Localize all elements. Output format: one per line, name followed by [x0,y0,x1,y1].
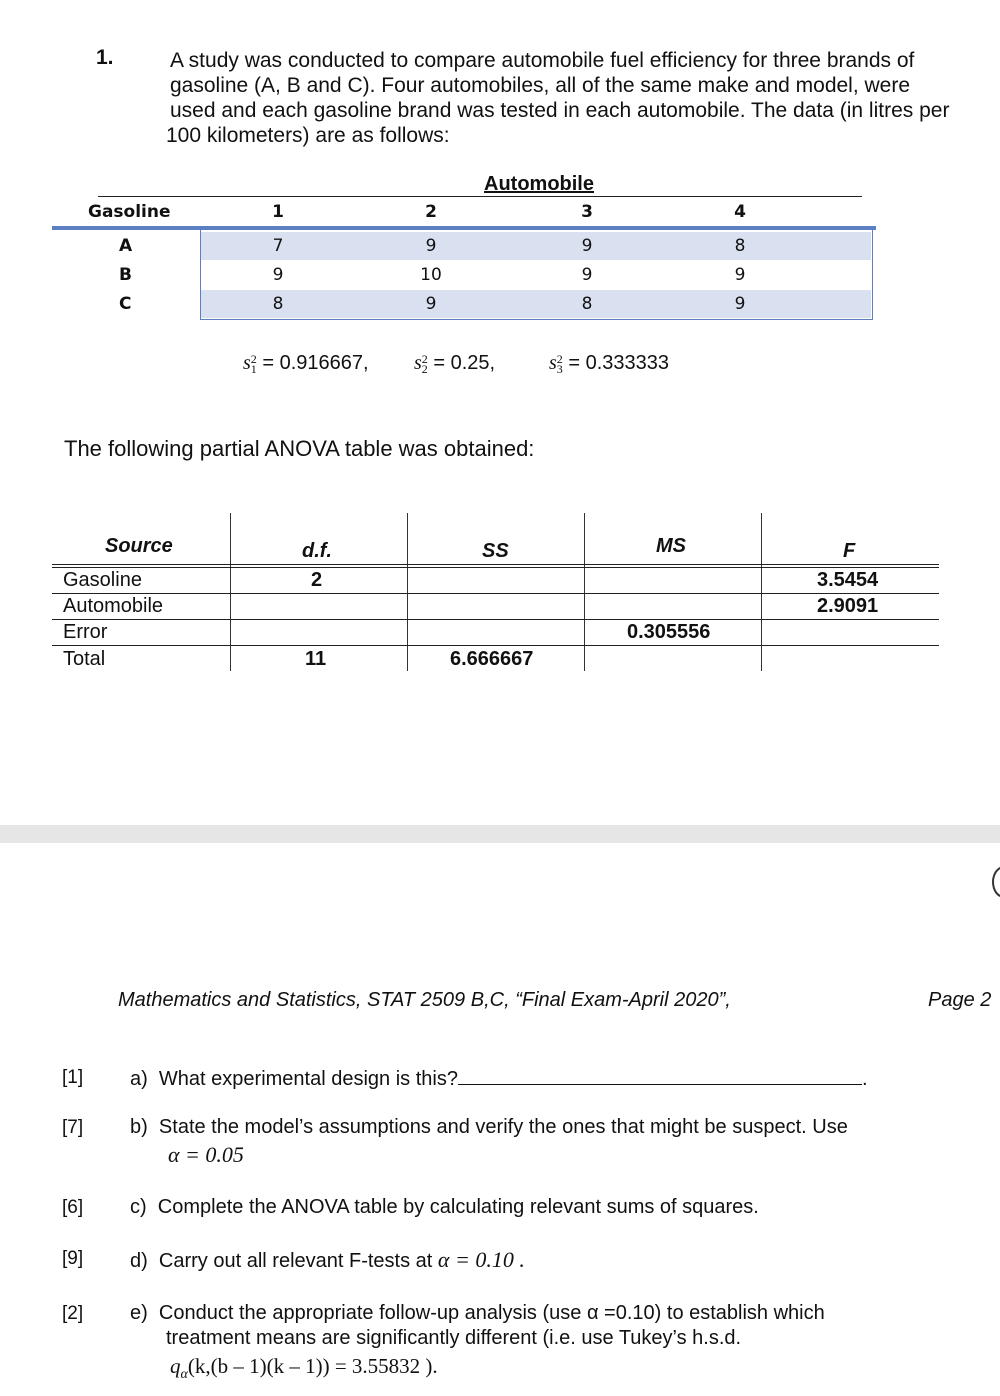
anova-ss-total: 6.666667 [450,648,534,670]
variance-s2 [414,352,495,375]
page-margin-arc [992,866,1000,898]
variance-sup: 2 [250,351,257,366]
anova-header-source: Source [105,535,173,557]
variance-value: = 0.25, [433,352,496,374]
anova-vline [230,513,231,671]
anova-header-f: F [843,540,856,562]
part-text: State the model’s assumptions and verify the ones that might be suspect. Use [158,1116,848,1138]
variance-symbol: s [549,352,557,374]
formula-q: q [170,1354,181,1378]
part-text: Conduct the appropriate follow-up analysis (use α =0.10) to establish which [158,1302,825,1324]
part-letter: a) [130,1068,148,1090]
anova-intro: The following partial ANOVA table was obtained: [64,436,535,461]
part-e [130,1302,825,1325]
table-top-rule [98,196,862,197]
cell-c-3: 8 [581,294,593,314]
cell-a-1: 7 [272,236,284,256]
col-header-3: 3 [581,202,593,222]
variance-s3 [549,352,669,375]
cell-b-1: 9 [272,265,284,285]
cell-a-2: 9 [425,236,437,256]
anova-vline [407,513,408,671]
question-number: 1. [96,46,114,69]
part-c [130,1196,759,1219]
variance-s1 [243,352,369,375]
variance-sup: 2 [556,351,563,366]
question-line: gasoline (A, B and C). Four automobiles, all of the same make and model, were [170,74,911,97]
cell-b-3: 9 [581,265,593,285]
part-a: a) What experimental design is this? . [130,1068,868,1090]
part-letter: e) [130,1302,148,1324]
part-d [130,1247,525,1273]
anova-row-rule [52,593,939,594]
footer-page: Page 2 [928,989,992,1011]
variance-value: = 0.333333 [568,352,670,374]
part-b-alpha: α = 0.05 [168,1142,244,1167]
variance-sub: 3 [556,361,563,376]
anova-source-total: Total [63,648,106,670]
formula-sub: α [180,1367,188,1383]
part-math: α = 0.10 . [437,1247,525,1272]
variance-sup: 2 [421,351,428,366]
row-label-c: C [119,294,132,314]
footer-course: Mathematics and Statistics, STAT 2509 B,C, “Final Exam-April 2020”, [118,989,731,1011]
cell-c-2: 9 [425,294,437,314]
col-header-1: 1 [272,202,284,222]
part-b [130,1116,848,1139]
anova-header-rule [52,564,939,565]
part-e-formula [170,1354,438,1383]
part-letter: b) [130,1116,148,1138]
variance-sub: 2 [421,361,428,376]
question-line: A study was conducted to compare automobile fuel efficiency for three brands of [170,49,915,72]
part-e-line2: treatment means are significantly different (i.e. use Tukey’s h.s.d. [166,1327,742,1349]
anova-ms-error: 0.305556 [627,621,711,643]
anova-source-automobile: Automobile [63,595,164,617]
row-label-b: B [119,265,132,285]
cell-b-4: 9 [734,265,746,285]
row-label-a: A [119,236,133,256]
variance-sub: 1 [250,361,257,376]
part-text: Complete the ANOVA table by calculating relevant sums of squares. [157,1196,759,1218]
cell-b-2: 10 [420,265,442,285]
col-header-2: 2 [425,202,437,222]
variance-symbol: s [414,352,422,374]
cell-c-1: 8 [272,294,284,314]
question-line: 100 kilometers) are as follows: [166,124,450,147]
anova-row-rule [52,619,939,620]
marks-c: [6] [62,1197,84,1218]
anova-source-gasoline: Gasoline [63,569,142,591]
col-header-4: 4 [734,202,746,222]
question-text [166,48,1000,148]
anova-header-df: d.f. [302,540,332,562]
cell-a-4: 8 [734,236,746,256]
gasoline-header: Gasoline [88,202,171,222]
marks-a: [1] [62,1067,84,1088]
anova-df-total: 11 [305,648,327,670]
marks-d: [9] [62,1248,84,1269]
cell-a-3: 9 [581,236,593,256]
variance-symbol: s [243,352,251,374]
marks-b: [7] [62,1117,84,1138]
part-letter: d) [130,1250,148,1272]
anova-header-ms: MS [656,535,686,557]
anova-row-rule [52,645,939,646]
question-line: used and each gasoline brand was tested in each automobile. The data (in litres per [170,99,950,122]
part-text: Carry out all relevant F-tests at [158,1250,433,1272]
cell-c-4: 9 [734,294,746,314]
variance-value: = 0.916667, [262,352,369,374]
part-text: What experimental design is this? [158,1068,458,1090]
formula-rest: (k,(b – 1)(k – 1)) = 3.55832 ). [187,1354,438,1378]
answer-blank[interactable] [458,1066,862,1085]
part-letter: c) [130,1196,147,1218]
automobile-header: Automobile [484,173,594,195]
page-break [0,825,1000,843]
marks-e: [2] [62,1303,84,1324]
anova-f-gasoline: 3.5454 [817,569,879,591]
anova-vline [761,513,762,671]
anova-f-automobile: 2.9091 [817,595,879,617]
table-body-border [200,230,873,320]
anova-header-ss: SS [482,540,509,562]
anova-source-error: Error [63,621,108,643]
anova-df-gasoline: 2 [311,569,323,591]
anova-vline [584,513,585,671]
anova-header-rule [52,567,939,568]
